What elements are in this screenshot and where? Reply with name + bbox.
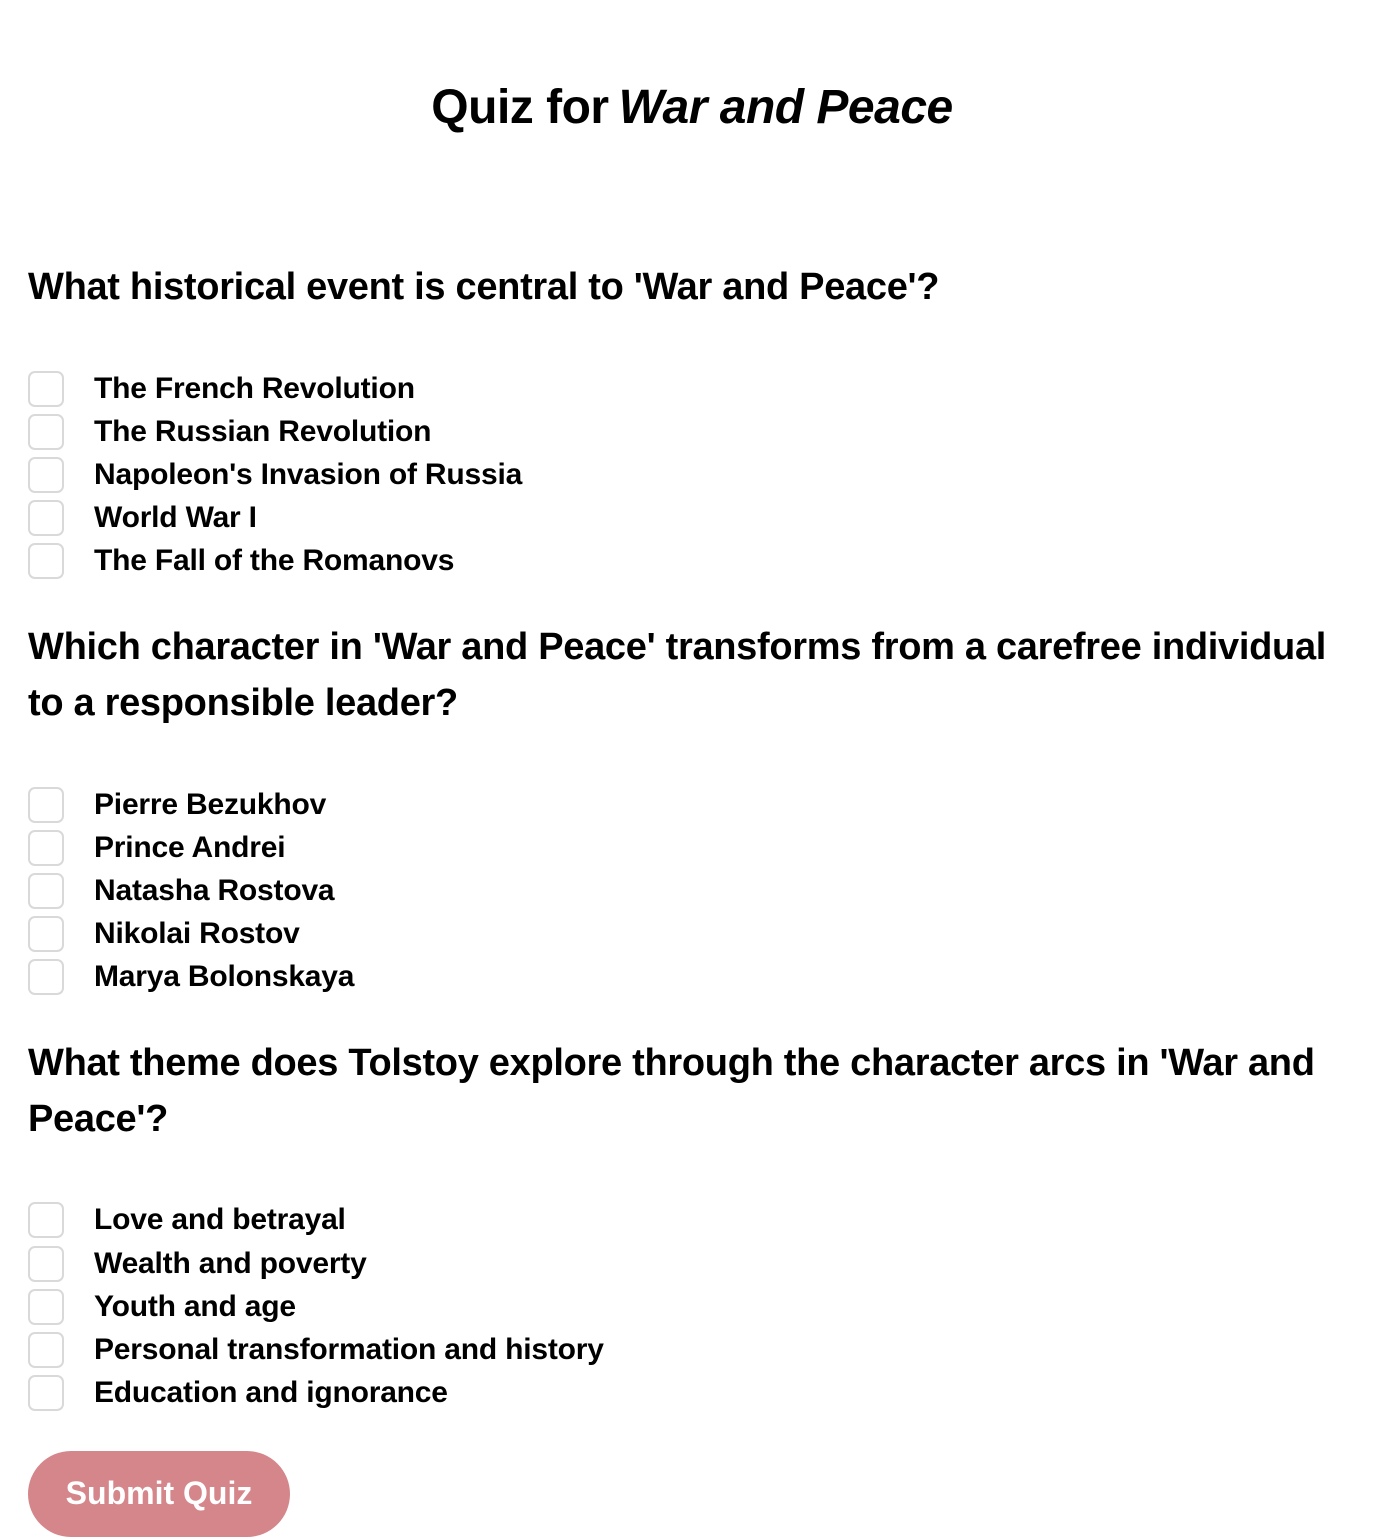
answer-checkbox[interactable] [28,1332,64,1368]
question-text: What historical event is central to 'War and Peace'? [28,266,940,308]
answer-checkbox[interactable] [28,1375,64,1411]
answer-checkbox[interactable] [28,1202,64,1238]
question-1 [28,259,1356,583]
answer-checkbox[interactable] [28,500,64,536]
answer-checkbox[interactable] [28,787,64,823]
answer-checkbox[interactable] [28,457,64,493]
answer-option[interactable] [28,367,1356,410]
answer-options [28,1199,1356,1415]
answer-checkbox[interactable] [28,371,64,407]
answer-option[interactable] [28,1285,1356,1328]
answer-label[interactable]: Marya Bolonskaya [94,960,355,994]
answer-options [28,367,1356,583]
submit-quiz-button[interactable]: Submit Quiz [28,1451,290,1537]
answer-label[interactable]: Natasha Rostova [94,873,335,907]
answer-label[interactable]: Education and ignorance [94,1376,448,1410]
answer-label[interactable]: Personal transformation and history [94,1333,604,1367]
answer-label[interactable]: Prince Andrei [94,830,286,864]
answer-option[interactable] [28,826,1356,869]
answer-checkbox[interactable] [28,414,64,450]
answer-option[interactable] [28,913,1356,956]
answer-option[interactable] [28,1242,1356,1285]
answer-label[interactable]: The Fall of the Romanovs [94,544,455,578]
answer-label[interactable]: Napoleon's Invasion of Russia [94,457,523,491]
title-book: War and Peace [618,81,953,134]
answer-option[interactable] [28,1199,1356,1242]
answer-label[interactable]: World War I [94,501,257,535]
answer-option[interactable] [28,453,1356,496]
answer-option[interactable] [28,410,1356,453]
answer-label[interactable]: Wealth and poverty [94,1246,367,1280]
answer-checkbox[interactable] [28,543,64,579]
question-text: What theme does Tolstoy explore through the character arcs in 'War and Peace'? [28,1041,1315,1140]
question-text: Which character in 'War and Peace' transforms from a carefree individual to a responsible leader? [28,625,1327,724]
answer-option[interactable] [28,783,1356,826]
answer-option[interactable] [28,956,1356,999]
answer-option[interactable] [28,1328,1356,1371]
answer-option[interactable] [28,540,1356,583]
answer-checkbox[interactable] [28,873,64,909]
answer-checkbox[interactable] [28,1246,64,1282]
answer-label[interactable]: The Russian Revolution [94,414,432,448]
answer-label[interactable]: Pierre Bezukhov [94,787,327,821]
answer-checkbox[interactable] [28,1289,64,1325]
question-2 [28,619,1356,999]
answer-checkbox[interactable] [28,916,64,952]
answer-label[interactable]: Youth and age [94,1289,296,1323]
answer-options [28,783,1356,999]
answer-label[interactable]: Love and betrayal [94,1203,346,1237]
answer-option[interactable] [28,869,1356,912]
answer-checkbox[interactable] [28,959,64,995]
answer-label[interactable]: The French Revolution [94,371,415,405]
answer-label[interactable]: Nikolai Rostov [94,917,300,951]
answer-option[interactable] [28,497,1356,540]
answer-option[interactable] [28,1372,1356,1415]
answer-checkbox[interactable] [28,830,64,866]
page-title [28,0,1356,136]
title-prefix: Quiz for [431,81,609,134]
question-3 [28,1035,1356,1415]
